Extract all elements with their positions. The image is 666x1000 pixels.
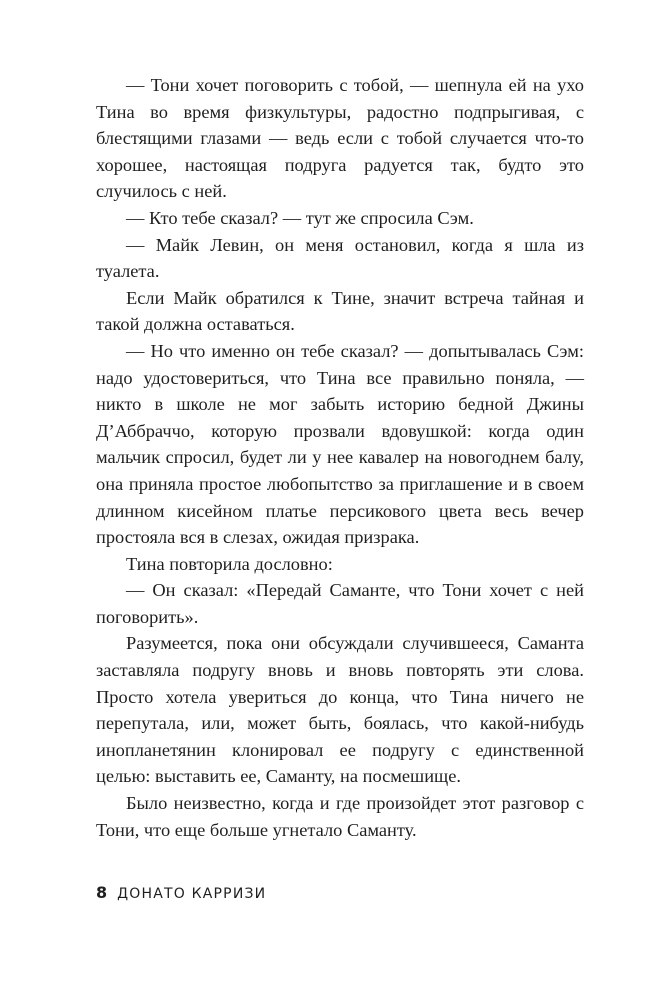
paragraph-8: Разумеется, пока они обсуждали случившееся, Саманта заставляла подругу вновь и вновь повторять эти слова. Просто хотела увериться до конца, что Тина ничего не перепутала, или, может быть, боялась, что какой-нибудь инопланетянин клонировал ее подругу с единственной целью: выставить ее, Саманту, на посмешище. [96, 633, 584, 787]
paragraph-4: Если Майк обратился к Тине, значит встреча тайная и такой должна оставаться. [96, 287, 584, 335]
page-number: 8 [96, 883, 108, 902]
paragraph-3: — Майк Левин, он меня остановил, когда я шла из туалета. [96, 234, 584, 282]
page-body [96, 72, 584, 843]
paragraph-6: Тина повторила дословно: [126, 553, 333, 574]
paragraph-5: — Но что именно он тебе сказал? — допытывалась Сэм: надо удостовериться, что Тина все правильно поняла, — никто в школе не мог забыть историю бедной Джины Д’Аббраччо, которую прозвали вдовушкой: когда один мальчик спросил, будет ли у нее кавалер на новогоднем балу, она приняла простое любопытство за приглашение и в своем длинном кисейном платье персикового цвета весь вечер простояла вся в слезах, ожидая призрака. [96, 340, 584, 548]
paragraph-9: Было неизвестно, когда и где произойдет этот разговор с Тони, что еще больше угнетало Саманту. [96, 793, 584, 840]
running-head-author: ДОНАТО КАРРИЗИ [117, 886, 267, 902]
paragraph-1: — Тони хочет поговорить с тобой, — шепнула ей на ухо Тина во время физкультуры, радостно подпрыгивая, с блестящими глазами — ведь если с тобой случается что-то хорошее, настоящая подруга радуется так, будто это случилось с ней. [96, 75, 584, 202]
paragraph-7: — Он сказал: «Передай Саманте, что Тони хочет с ней поговорить». [96, 580, 584, 627]
paragraph-2: — Кто тебе сказал? — тут же спросила Сэм. [126, 207, 474, 228]
page-footer [96, 883, 266, 902]
